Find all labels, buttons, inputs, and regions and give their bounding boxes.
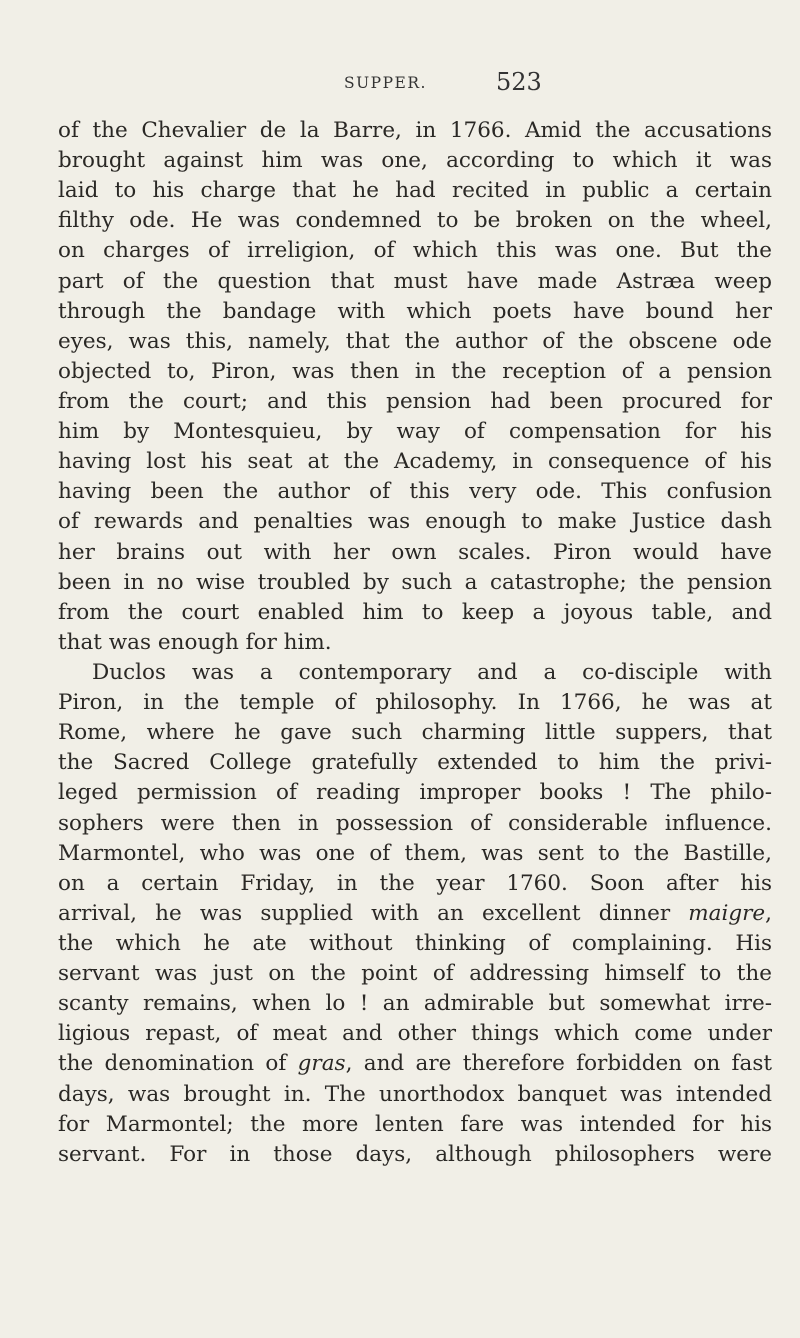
text-line: servant was just on the point of addressing himself to the xyxy=(58,961,772,987)
text-line: on a certain Friday, in the year 1760. Soon after his xyxy=(58,870,772,896)
text-line: having lost his seat at the Academy, in consequence of his xyxy=(58,449,772,475)
text-line: ligious repast, of meat and other things which come under xyxy=(58,1021,772,1047)
text-line: sophers were then in possession of considerable influence. xyxy=(58,810,772,836)
text-line: brought against him was one, according to which it was xyxy=(58,148,772,174)
text-line: Piron, in the temple of philosophy. In 1766, he was at xyxy=(58,690,772,716)
text-line: part of the question that must have made Astræa weep xyxy=(58,268,772,294)
body-text xyxy=(58,116,772,1170)
text-line: on charges of irreligion, of which this was one. But the xyxy=(58,238,772,264)
text-line: Duclos was a contemporary and a co-disciple with xyxy=(92,659,772,685)
running-head: SUPPER. xyxy=(344,74,427,92)
text-line: leged permission of reading improper books ! The philo- xyxy=(58,780,772,806)
text-line: servant. For in those days, although philosophers were xyxy=(58,1141,772,1167)
text-line: from the court; and this pension had been procured for xyxy=(58,388,772,414)
text-line: arrival, he was supplied with an excellent dinner maigre, xyxy=(58,900,772,926)
text-line: him by Montesquieu, by way of compensation for his xyxy=(58,419,772,445)
text-line: for Marmontel; the more lenten fare was intended for his xyxy=(58,1111,772,1137)
text-line: filthy ode. He was condemned to be broken on the wheel, xyxy=(58,208,772,234)
text-line: through the bandage with which poets have bound her xyxy=(58,298,772,324)
text-line: scanty remains, when lo ! an admirable but somewhat irre- xyxy=(58,991,772,1017)
text-line: been in no wise troubled by such a catastrophe; the pension xyxy=(58,569,772,595)
text-line: the which he ate without thinking of complaining. His xyxy=(58,930,772,956)
text-line: of rewards and penalties was enough to make Justice dash xyxy=(58,509,772,535)
text-line: days, was brought in. The unorthodox banquet was intended xyxy=(58,1081,772,1107)
text-line: her brains out with her own scales. Piron would have xyxy=(58,539,772,565)
text-line: having been the author of this very ode. This confusion xyxy=(58,479,772,505)
page-number: 523 xyxy=(496,68,542,96)
text-line: Rome, where he gave such charming little suppers, that xyxy=(58,720,772,746)
text-line: Marmontel, who was one of them, was sent to the Bastille, xyxy=(58,840,772,866)
text-line: from the court enabled him to keep a joyous table, and xyxy=(58,599,772,625)
text-line: of the Chevalier de la Barre, in 1766. Amid the accusations xyxy=(58,118,772,143)
page-header xyxy=(0,70,800,110)
text-line: objected to, Piron, was then in the reception of a pension xyxy=(58,358,772,384)
text-line: the denomination of gras, and are therefore forbidden on fast xyxy=(58,1051,772,1077)
text-line: laid to his charge that he had recited in public a certain xyxy=(58,178,772,204)
text-line: eyes, was this, namely, that the author of the obscene ode xyxy=(58,328,772,354)
text-line: that was enough for him. xyxy=(58,629,332,655)
text-line: the Sacred College gratefully extended to him the privi- xyxy=(58,750,772,776)
